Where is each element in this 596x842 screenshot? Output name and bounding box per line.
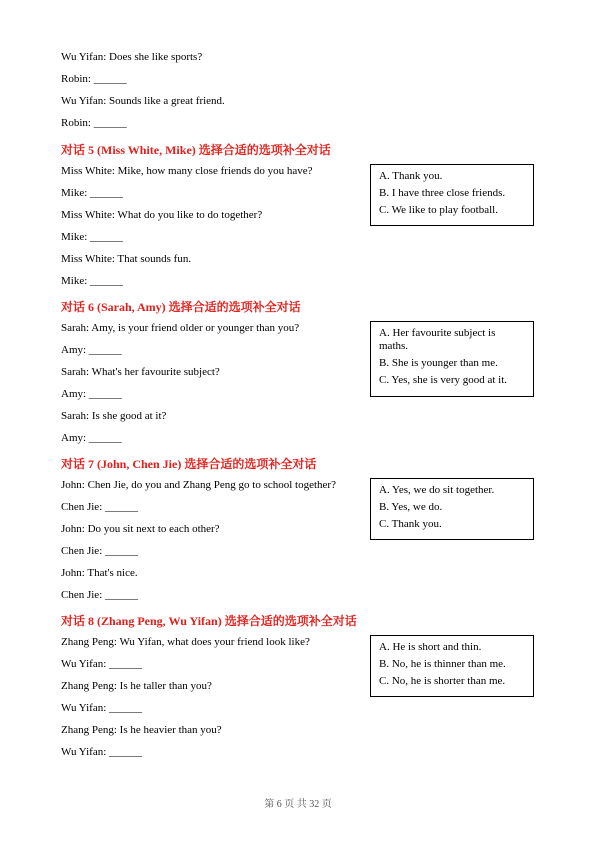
option-b: B. No, he is thinner than me. <box>379 658 506 670</box>
dialogue-5-title: 对话 5 (Miss White, Mike) 选择合适的选项补全对话 <box>61 143 331 157</box>
dialogue-line: Miss White: Mike, how many close friends do you have? <box>61 165 313 177</box>
option-a: A. Yes, we do sit together. <box>379 484 495 496</box>
dialogue-7-title: 对话 7 (John, Chen Jie) 选择合适的选项补全对话 <box>61 457 317 471</box>
dialogue-line: Zhang Peng: Wu Yifan, what does your friend look like? <box>61 636 310 648</box>
options-box <box>370 164 534 226</box>
dialogue-line: John: That's nice. <box>61 567 138 579</box>
dialogue-line: Sarah: Is she good at it? <box>61 410 167 422</box>
dialogue-line: Wu Yifan: ______ <box>61 702 143 714</box>
dialogue-line: Wu Yifan: ______ <box>61 658 143 670</box>
dialogue-line: Amy: ______ <box>61 388 122 400</box>
dialogue-line: Robin: ______ <box>61 73 127 85</box>
option-a: A. Thank you. <box>379 170 443 182</box>
dialogue-line: Mike: ______ <box>61 231 124 243</box>
option-b: B. She is younger than me. <box>379 357 498 369</box>
dialogue-line: Sarah: Amy, is your friend older or younger than you? <box>61 322 300 334</box>
dialogue-line: Chen Jie: ______ <box>61 589 138 601</box>
dialogue-line: Mike: ______ <box>61 187 124 199</box>
dialogue-line: Robin: ______ <box>61 117 127 129</box>
option-c: C. Yes, she is very good at it. <box>379 374 508 386</box>
dialogue-6-title: 对话 6 (Sarah, Amy) 选择合适的选项补全对话 <box>61 300 301 314</box>
dialogue-line: Miss White: What do you like to do together? <box>61 209 263 221</box>
dialogue-line: Wu Yifan: Sounds like a great friend. <box>61 95 225 107</box>
option-a: A. Her favourite subject is maths. <box>379 327 496 352</box>
dialogue-line: Chen Jie: ______ <box>61 545 138 557</box>
page-number: 第 6 页 共 32 页 <box>264 799 332 810</box>
dialogue-line: Wu Yifan: Does she like sports? <box>61 51 203 63</box>
dialogue-line: Mike: ______ <box>61 275 124 287</box>
dialogue-line: Zhang Peng: Is he heavier than you? <box>61 724 222 736</box>
option-c: C. Thank you. <box>379 518 442 530</box>
options-box <box>370 478 534 540</box>
option-a: A. He is short and thin. <box>379 641 482 653</box>
dialogue-line: Zhang Peng: Is he taller than you? <box>61 680 212 692</box>
dialogue-8-title: 对话 8 (Zhang Peng, Wu Yifan) 选择合适的选项补全对话 <box>61 614 357 628</box>
dialogue-line: Wu Yifan: ______ <box>61 746 143 758</box>
dialogue-line: John: Do you sit next to each other? <box>61 523 220 535</box>
dialogue-line: Amy: ______ <box>61 432 122 444</box>
option-b: B. Yes, we do. <box>379 501 443 513</box>
dialogue-line: John: Chen Jie, do you and Zhang Peng go to school together? <box>61 479 336 491</box>
option-c: C. No, he is shorter than me. <box>379 675 506 687</box>
dialogue-line: Amy: ______ <box>61 344 122 356</box>
option-b: B. I have three close friends. <box>379 187 506 199</box>
dialogue-line: Sarah: What's her favourite subject? <box>61 366 220 378</box>
option-c: C. We like to play football. <box>379 204 498 216</box>
dialogue-line: Chen Jie: ______ <box>61 501 138 513</box>
options-box <box>370 635 534 697</box>
options-box <box>370 321 534 397</box>
dialogue-line: Miss White: That sounds fun. <box>61 253 192 265</box>
